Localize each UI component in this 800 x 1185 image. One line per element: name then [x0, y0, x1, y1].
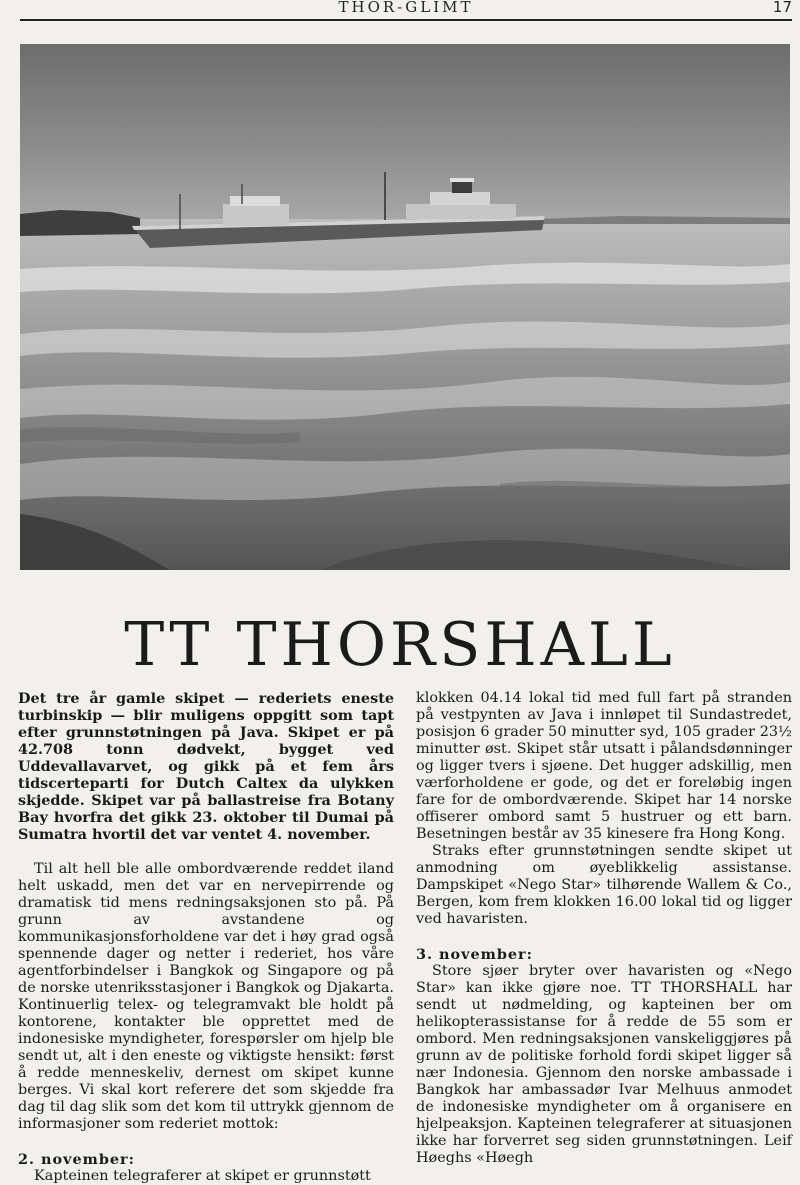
ship-photo-image	[20, 44, 790, 570]
body-paragraph: Store sjøer bryter over havaristen og «Nego Star» kan ikke gjøre noe. TT THORSHALL har sendt ut nødmelding, og kapteinen ber om helikopterassistanse for å redde de 55 som er ombord. Men redningsaksjonen vanskeliggjøres på grunn av de politiske forhold fordi skipet ligger så nær Indonesia. Gjennom den norske ambassade i Bangkok har ambassadør Ivar Melhuus anmodet de indonesiske myndigheter om å organisere en hjelpeaksjon. Kapteinen telegraferer at situasjonen ikke har forverret seg siden grunnstøtningen. Leif Høeghs «Høegh	[416, 963, 792, 1166]
date-subheading: 3. november:	[416, 946, 533, 963]
body-paragraph: Til alt hell ble alle ombordværende reddet iland helt uskadd, men det var en nervepirrende og dramatisk tid mens redningsaksjonen sto på. På grunn av avstandene og kommunikasjonsforholdene var det i høy grad også spennende dager og netter i rederiet, hos våre agentforbindelser i Bangkok og Singapore og på de norske utenriksstasjoner i Bangkok og Djakarta. Kontinuerlig telex- og telegramvakt ble holdt på kontorene, kontakter ble opprettet med de indonesiske myndigheter, forespørsler om hjelp ble sendt ut, alt i den eneste og viktigste hensikt: først å redde menneskeliv, dernest om skipet kunne berges. Vi skal kort referere det som skjedde fra dag til dag slik som det kom til uttrykk gjennom de informasjoner som rederiet mottok:	[18, 861, 394, 1132]
left-column	[18, 690, 394, 1185]
page-number: 17	[772, 0, 792, 16]
lead-paragraph: Det tre år gamle skipet — rederiets eneste turbinskip — blir muligens oppgitt som tapt efter grunnstøtningen på Java. Skipet er på 42.708 tonn dødvekt, bygget ved Uddevallavarvet, og gikk på et fem års tidscerteparti for Dutch Caltex da ulykken skjedde. Skipet var på ballastreise fra Botany Bay hvorfra det gikk 23. oktober til Dumai på Sumatra hvortil det var ventet 4. november.	[18, 690, 394, 843]
body-paragraph: Kapteinen telegraferer at skipet er grunnstøtt	[34, 1168, 371, 1184]
date-subheading: 2. november:	[18, 1151, 135, 1168]
body-paragraph: Straks efter grunnstøtningen sendte skipet ut anmodning om øyeblikkelig assistanse. Dampskipet «Nego Star» tilhørende Wallem & Co., Bergen, kom frem klokken 16.00 lokal tid og ligger ved havaristen.	[416, 843, 792, 927]
body-paragraph: klokken 04.14 lokal tid med full fart på stranden på vestpynten av Java i innløpet til Sundastredet, posisjon 6 grader 50 minutter syd, 105 grader 23½ minutter øst. Skipet står utsatt i pålandsdønninger og ligger tvers i sjøene. Det hugger adskillig, men værforholdene er gode, og det er foreløbig ingen fare for de ombordværende. Skipet har 14 norske offiserer ombord samt 5 hustruer og ett barn. Besetningen består av 35 kinesere fra Hong Kong.	[416, 690, 792, 842]
ship-photo	[20, 44, 790, 570]
article-title: TT THORSHALL	[124, 610, 676, 680]
running-header	[20, 0, 792, 20]
right-column	[416, 690, 792, 1167]
header-rule	[20, 19, 792, 21]
publication-name: THOR-GLIMT	[338, 0, 474, 16]
